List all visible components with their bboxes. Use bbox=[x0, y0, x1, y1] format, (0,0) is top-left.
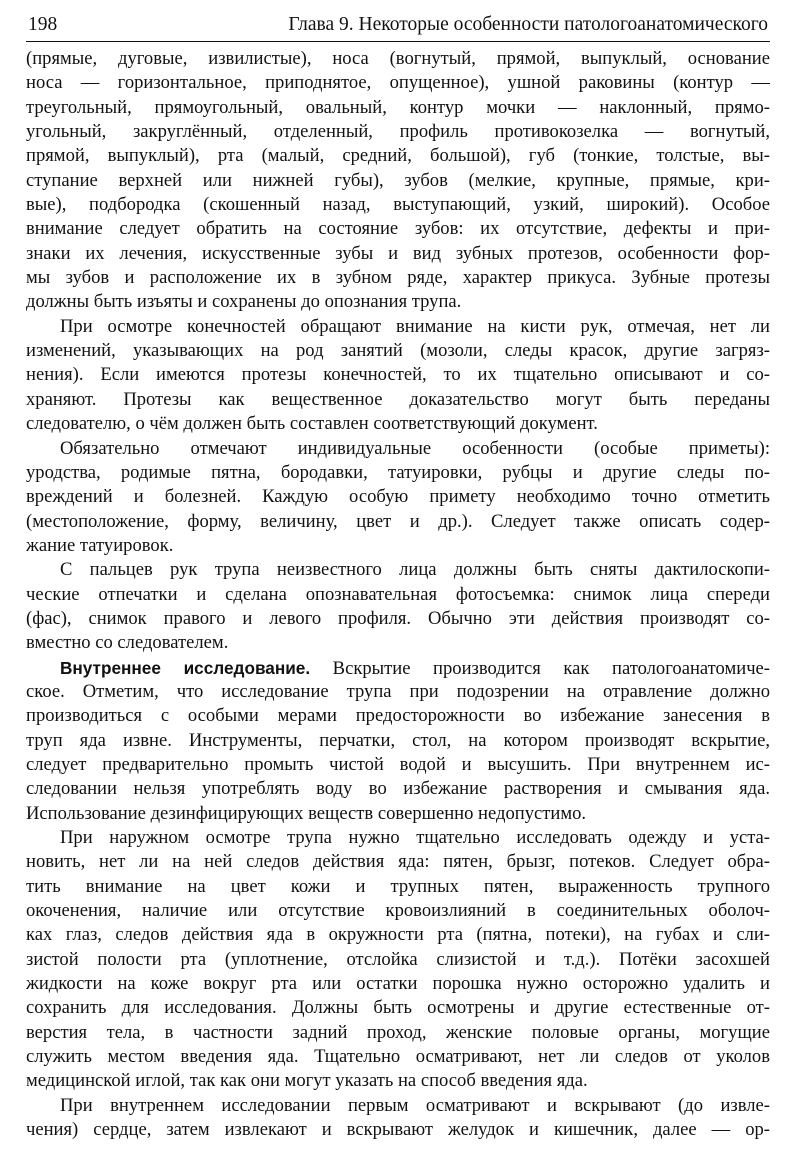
text-line-content: чения) сердце, затем извлекают и вскрывают желудок и кишечник, далее — ор- bbox=[26, 1119, 770, 1141]
text-line-content: храняют. Протезы как вещественное доказательство могут быть переданы bbox=[26, 388, 770, 410]
text-line bbox=[26, 923, 770, 947]
text-line bbox=[26, 826, 770, 850]
text-line-content: Вскрытие производится как патологоанатомиче- bbox=[310, 657, 770, 679]
text-line-content: следует предварительно промыть чистой водой и высушить. При внутреннем ис- bbox=[26, 753, 770, 775]
text-line-content: носа — горизонтальное, приподнятое, опущенное), ушной раковины (контур — bbox=[26, 72, 770, 94]
text-line bbox=[26, 899, 770, 923]
text-line-content: тить внимание на цвет кожи и трупных пятен, выраженность трупного bbox=[26, 875, 770, 897]
text-line bbox=[26, 485, 770, 509]
header-rule bbox=[26, 41, 770, 42]
text-line-content: труп яда извне. Инструменты, перчатки, стол, на котором производят вскрытие, bbox=[26, 729, 770, 751]
text-line bbox=[26, 1021, 770, 1045]
text-line bbox=[26, 242, 770, 266]
text-line bbox=[26, 996, 770, 1020]
text-line-content: следователю, о чём должен быть составлен соответствующий документ. bbox=[26, 413, 598, 435]
text-line bbox=[26, 169, 770, 193]
text-line-content: внимание следует обратить на состояние зубов: их отсутствие, дефекты и при- bbox=[26, 218, 770, 240]
text-line-content: ках глаз, следов действия яда в окружности рта (пятна, потеки), на губах и сли- bbox=[26, 924, 770, 946]
text-line-content: уродства, родимые пятна, бородавки, татуировки, рубцы и другие следы по- bbox=[26, 461, 770, 483]
text-line-content: вместно со следователем. bbox=[26, 632, 229, 654]
text-line bbox=[26, 461, 770, 485]
text-line bbox=[26, 948, 770, 972]
text-line bbox=[26, 388, 770, 412]
text-line-content: угольный, закруглённый, отделенный, профиль противокозелка — вогнутый, bbox=[26, 121, 770, 143]
text-line-content: ское. Отметим, что исследование трупа при подозрении на отравление должно bbox=[26, 680, 770, 702]
paragraph bbox=[26, 558, 770, 655]
text-line-content: сохранить для исследования. Должны быть осмотрены и другие естественные от- bbox=[26, 997, 770, 1019]
text-line-content: прямой, выпуклый), рта (малый, средний, большой), губ (тонкие, толстые, вы- bbox=[26, 145, 770, 167]
text-line-content: производиться с особыми мерами предосторожности во избежание занесения в bbox=[26, 705, 770, 727]
section-run-in-heading: Внутреннее исследование. bbox=[60, 657, 311, 678]
text-line-content: треугольный, прямоугольный, овальный, контур мочки — наклонный, прямо- bbox=[26, 96, 770, 118]
text-line bbox=[26, 315, 770, 339]
text-line-content: Обязательно отмечают индивидуальные особенности (особые приметы): bbox=[60, 437, 770, 459]
paragraph bbox=[26, 656, 770, 826]
text-line-content: мы зубов и расположение их в зубном ряде, характер прикуса. Зубные протезы bbox=[26, 267, 770, 289]
text-line bbox=[26, 71, 770, 95]
text-line bbox=[26, 437, 770, 461]
text-line-content: При внутреннем исследовании первым осматривают и вскрывают (до извле- bbox=[60, 1094, 770, 1116]
text-line bbox=[26, 363, 770, 387]
text-line bbox=[26, 217, 770, 241]
text-line-content: вые), подбородка (скошенный назад, выступающий, узкий, широкий). Особое bbox=[26, 194, 770, 216]
paragraph bbox=[26, 1094, 770, 1143]
text-line-content: изменений, указывающих на род занятий (мозоли, следы красок, другие загряз- bbox=[26, 340, 770, 362]
text-line bbox=[26, 656, 770, 680]
text-line bbox=[26, 339, 770, 363]
text-line bbox=[26, 777, 770, 801]
text-line bbox=[26, 875, 770, 899]
text-line-content: следовании нельзя употреблять воду во избежание растворения и смывания яда. bbox=[26, 778, 770, 800]
text-line bbox=[26, 972, 770, 996]
text-line bbox=[26, 266, 770, 290]
text-line bbox=[26, 96, 770, 120]
text-line bbox=[26, 120, 770, 144]
text-line bbox=[26, 607, 770, 631]
text-line-content: С пальцев рук трупа неизвестного лица должны быть сняты дактилоскопи- bbox=[60, 559, 770, 581]
text-line-content: медицинской иглой, так как они могут указать на способ введения яда. bbox=[26, 1070, 588, 1092]
text-line-content: (фас), снимок правого и левого профиля. Обычно эти действия производят со- bbox=[26, 607, 770, 629]
text-line-content: (местоположение, форму, величину, цвет и др.). Следует также описать содер- bbox=[26, 510, 770, 532]
text-line-content: ческие отпечатки и сделана опознавательная фотосъемка: снимок лица спереди bbox=[26, 583, 770, 605]
text-line-content: Использование дезинфицирующих веществ совершенно недопустимо. bbox=[26, 802, 587, 824]
text-line bbox=[26, 680, 770, 704]
text-line bbox=[26, 534, 770, 558]
text-line-content: ступание верхней или нижней губы), зубов (мелкие, крупные, прямые, кри- bbox=[26, 169, 770, 191]
text-line bbox=[26, 1069, 770, 1093]
page-number: 198 bbox=[28, 14, 58, 35]
text-line bbox=[26, 753, 770, 777]
text-line-content: должны быть изъяты и сохранены до опознания трупа. bbox=[26, 291, 462, 313]
running-header bbox=[26, 12, 770, 38]
text-line-content: При осмотре конечностей обращают внимание на кисти рук, отмечая, нет ли bbox=[60, 315, 770, 337]
text-line bbox=[26, 144, 770, 168]
text-line bbox=[26, 704, 770, 728]
text-line-content: новить, нет ли на ней следов действия яда: пятен, брызг, потеков. Следует обра- bbox=[26, 851, 770, 873]
body-text bbox=[26, 47, 770, 1142]
text-line-content: верстия тела, в частности задний проход, женские половые органы, могущие bbox=[26, 1021, 770, 1043]
book-page bbox=[26, 12, 770, 1142]
text-line bbox=[26, 412, 770, 436]
text-line bbox=[26, 583, 770, 607]
paragraph bbox=[26, 826, 770, 1094]
paragraph bbox=[26, 437, 770, 559]
text-line bbox=[26, 47, 770, 71]
text-line-content: окоченения, наличие или отсутствие кровоизлияний в соединительных оболоч- bbox=[26, 900, 770, 922]
text-line bbox=[26, 802, 770, 826]
text-line bbox=[26, 193, 770, 217]
text-line bbox=[26, 1045, 770, 1069]
text-line-content: При наружном осмотре трупа нужно тщательно исследовать одежду и уста- bbox=[60, 827, 770, 848]
text-line-content: жание татуировок. bbox=[26, 534, 174, 556]
text-line-content: вреждений и болезней. Каждую особую примету необходимо точно отметить bbox=[26, 486, 770, 508]
text-line-content: жидкости на коже вокруг рта или остатки порошка нужно осторожно удалить и bbox=[26, 973, 770, 995]
text-line bbox=[26, 631, 770, 655]
text-line bbox=[26, 510, 770, 534]
text-line-content: (прямые, дуговые, извилистые), носа (вогнутый, прямой, выпуклый, основание bbox=[26, 48, 770, 69]
text-line bbox=[26, 729, 770, 753]
text-line bbox=[26, 1094, 770, 1118]
text-line-content: служить местом введения яда. Тщательно осматривают, нет ли следов от уколов bbox=[26, 1046, 770, 1068]
text-line bbox=[26, 850, 770, 874]
text-line-content: нения). Если имеются протезы конечностей, то их тщательно описывают и со- bbox=[26, 364, 770, 386]
paragraph bbox=[26, 47, 770, 315]
text-line bbox=[26, 290, 770, 314]
paragraph bbox=[26, 315, 770, 437]
text-line-content: зистой полости рта (уплотнение, отслойка слизистой и т.д.). Потёки засохшей bbox=[26, 948, 770, 970]
text-line bbox=[26, 558, 770, 582]
chapter-title: Глава 9. Некоторые особенности патологоанатомического bbox=[288, 14, 768, 35]
text-line-content: знаки их лечения, искусственные зубы и вид зубных протезов, особенности фор- bbox=[26, 242, 770, 264]
text-line bbox=[26, 1118, 770, 1142]
